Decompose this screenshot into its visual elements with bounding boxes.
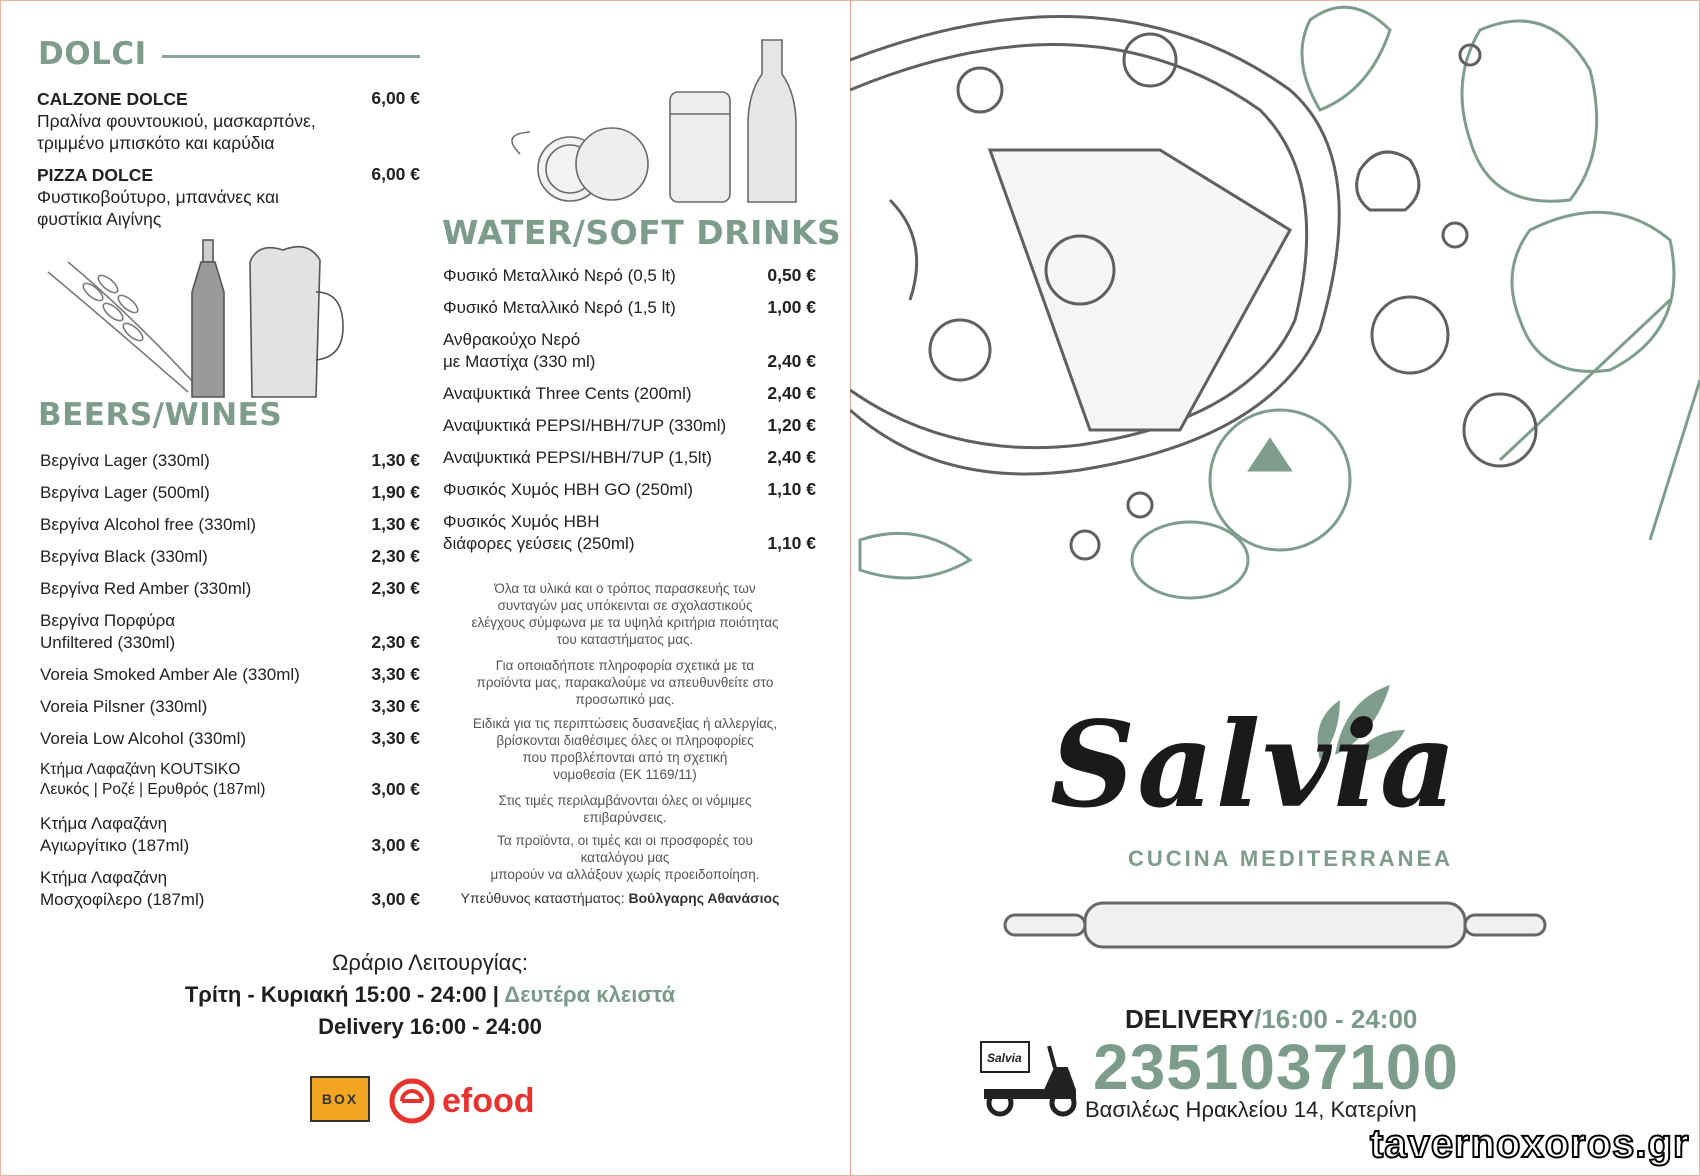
beer-item [40, 482, 360, 504]
beer-item-line1: Βεργίνα Lager (330ml) [40, 451, 210, 470]
dolci-title: DOLCI [38, 36, 147, 72]
item-price: 6,00 € [371, 88, 420, 108]
phone-number[interactable]: 2351037100 [1093, 1031, 1459, 1103]
info-note-line: νομοθεσία (ΕΚ 1169/11) [553, 767, 697, 782]
drink-item [443, 447, 763, 469]
beer-item [40, 813, 360, 857]
hours-separator: | [486, 982, 505, 1007]
info-note [445, 580, 805, 648]
scooter-icon [975, 1038, 1085, 1118]
item-name: CALZONE DOLCE [37, 89, 188, 109]
box-logo[interactable] [310, 1076, 370, 1122]
drink-item-price: 1,10 € [767, 533, 816, 553]
brand-logo: Salvia [1050, 695, 1459, 834]
hours-days-line [120, 982, 740, 1008]
beer-item-line1: Βεργίνα Alcohol free (330ml) [40, 515, 257, 534]
wheat-and-beer-illustration [38, 232, 358, 402]
beer-item [40, 867, 360, 911]
drink-item [443, 265, 763, 287]
hours-closed: Δευτέρα κλειστά [504, 982, 676, 1007]
item-desc: φυστίκια Αιγίνης [37, 209, 162, 229]
beer-item [40, 664, 360, 686]
beer-item-price: 3,00 € [371, 888, 420, 909]
efood-icon [388, 1077, 436, 1125]
brand-tagline: CUCINA MEDITERRANEA [1128, 846, 1454, 871]
drink-item-line1: Αναψυκτικά Three Cents (200ml) [443, 384, 692, 403]
info-note-line: προσωπικό μας. [575, 692, 675, 707]
beer-item-price: 3,00 € [371, 778, 420, 799]
beer-item-line2: Αγιωργίτικο (187ml) [40, 836, 190, 855]
info-note-line: Τα προϊόντα, οι τιμές και οι προσφορές του [497, 833, 753, 848]
item-price: 6,00 € [371, 164, 420, 184]
item-desc: Φυστικοβούτυρο, μπανάνες και [37, 187, 279, 207]
info-note-line: μπορούν να αλλάξουν χωρίς προειδοποίηση. [490, 867, 760, 882]
beer-item-price: 1,30 € [371, 450, 420, 470]
beer-item-price: 3,00 € [371, 835, 420, 855]
info-note [445, 832, 805, 883]
info-note-line: ελέγχους σύμφωνα με τα υψηλά κριτήρια ποιότητας [471, 615, 779, 630]
beer-item [40, 760, 360, 800]
drink-item-line1: Φυσικό Μεταλλικό Νερό (1,5 lt) [443, 298, 676, 317]
drink-item-price: 2,40 € [767, 447, 816, 467]
beer-item-price: 2,30 € [371, 632, 420, 652]
beer-item-line1: Βεργίνα Πορφύρα [40, 611, 176, 630]
fruit-and-soda-illustration [500, 34, 800, 209]
item-desc: τριμμένο μπισκότο και καρύδια [37, 133, 275, 153]
drink-item [443, 383, 763, 405]
drink-item-price: 1,10 € [767, 479, 816, 499]
info-note-line: που προβλέπονται από τη σχετική [522, 750, 728, 765]
manager-line [440, 890, 800, 907]
info-note-line: Όλα τα υλικά και ο τρόπος παρασκευής των [494, 581, 756, 596]
info-note-line: Στις τιμές περιλαμβάνονται όλες οι νόμιμες [498, 793, 752, 808]
manager-label: Υπεύθυνος καταστήματος: [460, 890, 629, 906]
beer-item-line1: Κτήμα Λαφαζάνη [40, 867, 168, 887]
item-name: PIZZA DOLCE [37, 165, 154, 185]
beer-item [40, 450, 360, 472]
watermark: tavernoxoros.gr [1370, 1122, 1690, 1166]
dolci-rule [162, 55, 420, 58]
drink-item-line1: Φυσικός Χυμός ΗΒΗ [443, 512, 600, 531]
beer-item-line1: Voreia Pilsner (330ml) [40, 696, 208, 716]
hours-block [120, 950, 740, 1040]
beer-item-price: 1,90 € [371, 482, 420, 502]
beer-item [40, 728, 360, 750]
beer-item-price: 2,30 € [371, 578, 420, 598]
beer-item-line1: Βεργίνα Black (330ml) [40, 547, 208, 566]
pizza-illustration [850, 0, 1700, 640]
efood-text: efood [442, 1081, 535, 1120]
info-note-line: Ειδικά για τις περιπτώσεις δυσανεξίας ή αλλεργίας, [472, 716, 778, 731]
beer-item-price: 3,30 € [371, 727, 420, 748]
drink-item-line1: Ανθρακούχο Νερό [443, 330, 581, 349]
hours-days: Τρίτη - Κυριακή 15:00 - 24:00 [184, 982, 487, 1007]
beer-item [40, 546, 360, 568]
delivery-label: DELIVERY [1125, 1004, 1255, 1034]
info-note-line: προϊόντα μας, παρακαλούμε να απευθυνθείτε στο [476, 675, 774, 690]
beer-item-line1: Βεργίνα Lager (500ml) [40, 483, 210, 502]
info-note-line: βρίσκονται διαθέσιμες όλες οι πληροφορίες [496, 733, 754, 748]
drink-item-line2: με Μαστίχα (330 ml) [443, 352, 596, 371]
dolci-item [37, 164, 279, 230]
beer-item-line2: Μοσχοφίλερο (187ml) [40, 889, 205, 909]
info-note [445, 657, 805, 708]
drink-item-line1: Φυσικό Μεταλλικό Νερό (0,5 lt) [443, 266, 676, 285]
drink-item-price: 2,40 € [767, 351, 816, 371]
drink-item-price: 2,40 € [767, 383, 816, 403]
beer-item-line1: Κτήμα Λαφαζάνη [40, 814, 168, 833]
drink-item [443, 297, 763, 319]
info-note [445, 715, 805, 783]
box-logo-text: BOX [321, 1091, 359, 1107]
manager-name: Βούλγαρης Αθανάσιος [628, 890, 780, 906]
drink-item [443, 479, 763, 501]
info-note [445, 792, 805, 826]
beer-item-line1: Voreia Smoked Amber Ale (330ml) [40, 664, 300, 684]
drink-item-price: 1,00 € [767, 297, 816, 317]
beer-item [40, 578, 360, 600]
beer-item [40, 696, 360, 718]
info-note-line: συνταγών μας υπόκεινται σε σχολαστικούς [497, 598, 753, 613]
delivery-hours: /16:00 - 24:00 [1254, 1004, 1418, 1034]
beer-item-price: 3,30 € [371, 663, 420, 684]
beer-item-line1: Βεργίνα Red Amber (330ml) [40, 579, 252, 598]
drink-item-line1: Αναψυκτικά PEPSI/ΗΒΗ/7UP (330ml) [443, 416, 727, 435]
scooter-logo-text: Salvia [987, 1051, 1022, 1065]
hours-delivery: Delivery 16:00 - 24:00 [318, 1014, 542, 1039]
drinks-title: WATER/SOFT DRINKS [442, 213, 842, 252]
hours-title: Ωράριο Λειτουργίας: [331, 950, 529, 975]
address: Βασιλέως Ηρακλείου 14, Κατερίνη [1085, 1097, 1417, 1122]
beer-item-line1: Voreia Low Alcohol (330ml) [40, 728, 247, 748]
beer-item-price: 2,30 € [371, 546, 420, 566]
info-note-line: καταλόγου μας [580, 850, 670, 865]
beer-item [40, 514, 360, 536]
drink-item [443, 329, 763, 373]
beers-title: BEERS/WINES [38, 397, 283, 433]
drink-item [443, 511, 763, 555]
info-note-line: επιβαρύνσεις. [583, 810, 667, 825]
dolci-item [37, 88, 316, 154]
beer-item [40, 610, 360, 654]
drink-item-line1: Αναψυκτικά PEPSI/ΗΒΗ/7UP (1,5lt) [443, 448, 712, 467]
info-note-line: του καταστήματος μας. [556, 632, 694, 647]
beer-item-line2: Unfiltered (330ml) [40, 633, 176, 652]
rolling-pin-illustration [1000, 895, 1550, 955]
beer-item-price: 1,30 € [371, 514, 420, 534]
efood-logo[interactable] [388, 1076, 535, 1126]
drink-item-price: 0,50 € [767, 265, 816, 285]
item-desc: Πραλίνα φουντουκιού, μασκαρπόνε, [37, 111, 316, 131]
beer-item-price: 3,30 € [371, 695, 420, 716]
drink-item-line2: διάφορες γεύσεις (250ml) [443, 534, 635, 553]
beer-item-line2: Λευκός | Ροζέ | Ερυθρός (187ml) [40, 780, 266, 798]
drink-item [443, 415, 763, 437]
info-note-line: Για οποιαδήποτε πληροφορία σχετικά με τα [495, 658, 755, 673]
drink-item-line1: Φυσικός Χυμός ΗΒΗ GO (250ml) [443, 480, 694, 499]
drink-item-price: 1,20 € [767, 415, 816, 435]
beer-item-line1: Κτήμα Λαφαζάνη KOUTSIKO [40, 760, 241, 778]
